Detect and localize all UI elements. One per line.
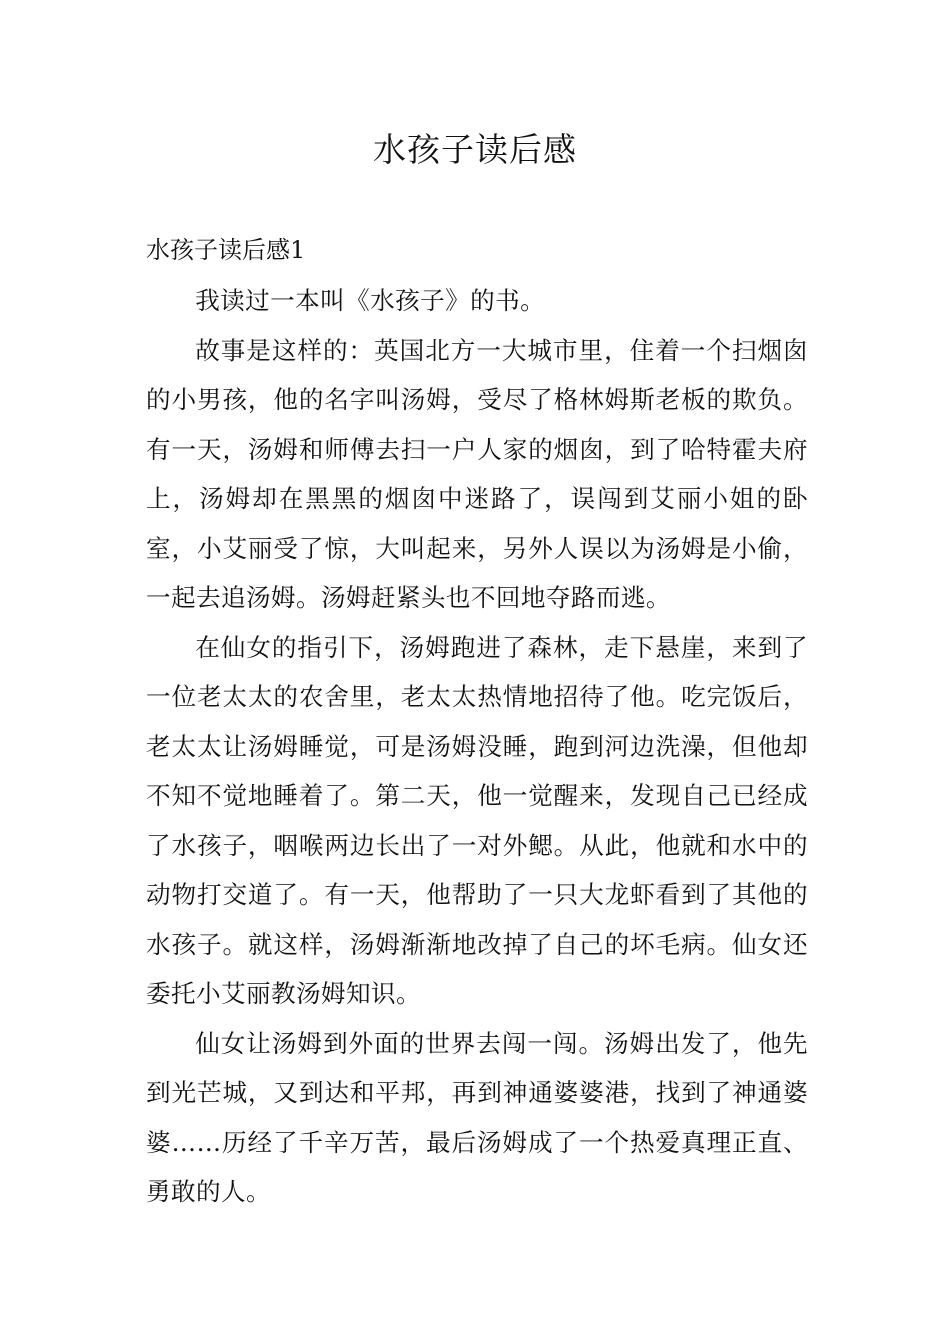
- paragraph-1: 我读过一本叫《水孩子》的书。: [195, 286, 546, 315]
- paragraph-4: 仙女让汤姆到外面的世界去闯一闯。汤姆出发了，他先到光芒城，又到达和平邦，再到神通婆婆港，找到了神通婆婆……历经了千辛万苦，最后汤姆成了一个热爱真理正直、勇敢的人。: [146, 1028, 808, 1206]
- document-title: 水孩子读后感: [373, 130, 577, 169]
- paragraph-3: 在仙女的指引下，汤姆跑进了森林，走下悬崖，来到了一位老太太的农舍里，老太太热情地招待了他。吃完饭后，老太太让汤姆睡觉，可是汤姆没睡，跑到河边洗澡，但他却不知不觉地睡着了。第二天，他一觉醒来，发现自己已经成了水孩子，咽喉两边长出了一对外鳃。从此，他就和水中的动物打交道了。有一天，他帮助了一只大龙虾看到了其他的水孩子。就这样，汤姆渐渐地改掉了自己的坏毛病。仙女还委托小艾丽教汤姆知识。: [146, 632, 808, 1008]
- section-heading: 水孩子读后感1: [146, 236, 306, 264]
- body-text: [146, 276, 808, 1217]
- paragraph-2: 故事是这样的：英国北方一大城市里，住着一个扫烟囱的小男孩，他的名字叫汤姆，受尽了格林姆斯老板的欺负。有一天，汤姆和师傅去扫一户人家的烟囱，到了哈特霍夫府上，汤姆却在黑黑的烟囱中迷路了，误闯到艾丽小姐的卧室，小艾丽受了惊，大叫起来，另外人误以为汤姆是小偷，一起去追汤姆。汤姆赶紧头也不回地夺路而逃。: [146, 335, 808, 612]
